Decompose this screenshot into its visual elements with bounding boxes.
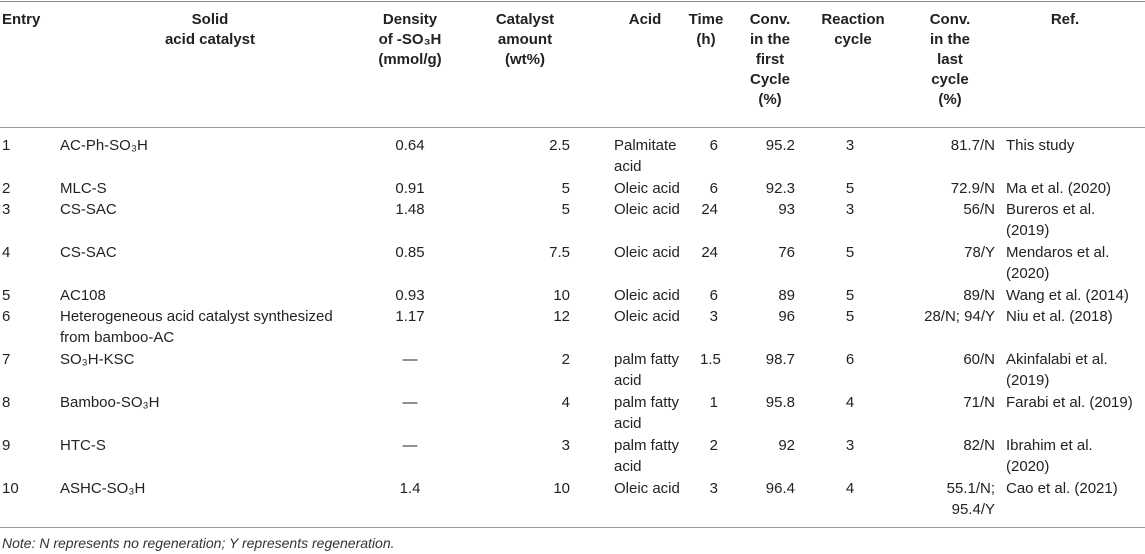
cell-conv-last: 55.1/N; 95.4/Y: [946, 480, 995, 518]
cell-density: 1.4: [399, 480, 421, 497]
cell-conv-last: 81.7/N: [950, 137, 995, 154]
cell-time: 1: [709, 394, 718, 411]
cell-amount: 10: [553, 480, 570, 497]
cell-catalyst: HTC-S: [60, 437, 106, 454]
cell-ref: Ibrahim et al. (2020): [1006, 437, 1093, 475]
cell-entry: 8: [2, 394, 11, 411]
table-footnote: Note: N represents no regeneration; Y represents regeneration.: [2, 535, 395, 551]
table-bottom-rule: [0, 527, 1145, 528]
cell-cycle: 3: [845, 201, 855, 218]
cell-amount: 5: [561, 201, 570, 218]
header-density: Density of -SO₃H (mmol/g): [378, 11, 442, 68]
cell-entry: 9: [2, 437, 11, 454]
cell-time: 6: [709, 287, 718, 304]
cell-conv-last: 71/N: [963, 394, 995, 411]
cell-cycle: 6: [845, 351, 855, 368]
cell-time: 24: [701, 244, 718, 261]
cell-cycle: 3: [845, 137, 855, 154]
cell-time: 6: [709, 180, 718, 197]
cell-cycle: 5: [845, 287, 855, 304]
cell-amount: 2: [561, 351, 570, 368]
cell-conv-first: 92.3: [765, 180, 795, 197]
cell-cycle: 5: [845, 244, 855, 261]
cell-conv-last: 82/N: [963, 437, 995, 454]
cell-density: —: [402, 437, 418, 454]
header-catalyst: Solid acid catalyst: [164, 11, 256, 48]
header-time: Time (h): [688, 11, 724, 48]
cell-conv-first: 98.7: [765, 351, 795, 368]
cell-conv-last: 72.9/N: [950, 180, 995, 197]
cell-ref: Wang et al. (2014): [1006, 287, 1129, 304]
cell-acid: Oleic acid: [614, 480, 680, 497]
cell-acid: Oleic acid: [614, 201, 680, 218]
cell-amount: 12: [553, 308, 570, 325]
cell-time: 24: [701, 201, 718, 218]
cell-acid: Palmitate acid: [614, 137, 677, 175]
cell-time: 3: [709, 308, 718, 325]
cell-density: 0.85: [395, 244, 425, 261]
cell-density: 1.17: [395, 308, 425, 325]
header-acid: Acid: [628, 11, 662, 28]
cell-density: 0.91: [395, 180, 425, 197]
header-conv-first: Conv. in the first Cycle (%): [749, 11, 791, 108]
table-top-rule: [0, 1, 1145, 2]
cell-catalyst: ASHC-SO₃H: [60, 480, 146, 497]
cell-conv-first: 92: [778, 437, 795, 454]
cell-acid: Oleic acid: [614, 308, 680, 325]
cell-amount: 7.5: [549, 244, 570, 261]
cell-acid: palm fatty acid: [614, 394, 680, 432]
cell-amount: 3: [561, 437, 570, 454]
cell-entry: 10: [2, 480, 19, 497]
cell-acid: palm fatty acid: [614, 437, 680, 475]
cell-catalyst: Bamboo-SO₃H: [60, 394, 160, 411]
header-entry: Entry: [2, 11, 41, 28]
cell-conv-last: 60/N: [963, 351, 995, 368]
cell-density: —: [402, 351, 418, 368]
cell-density: —: [402, 394, 418, 411]
cell-density: 0.93: [395, 287, 425, 304]
cell-conv-last: 28/N; 94/Y: [924, 308, 995, 325]
header-amount: Catalyst amount (wt%): [495, 11, 555, 68]
cell-conv-last: 78/Y: [964, 244, 995, 261]
cell-entry: 1: [2, 137, 11, 154]
cell-conv-first: 89: [778, 287, 795, 304]
cell-conv-last: 56/N: [963, 201, 995, 218]
cell-cycle: 4: [845, 394, 855, 411]
cell-ref: Bureros et al. (2019): [1006, 201, 1096, 239]
cell-cycle: 4: [845, 480, 855, 497]
cell-cycle: 3: [845, 437, 855, 454]
cell-ref: Mendaros et al. (2020): [1006, 244, 1110, 282]
cell-catalyst: SO₃H-KSC: [60, 351, 135, 368]
cell-catalyst: AC108: [60, 287, 106, 304]
cell-acid: Oleic acid: [614, 244, 680, 261]
cell-entry: 7: [2, 351, 11, 368]
cell-density: 0.64: [395, 137, 425, 154]
cell-entry: 4: [2, 244, 11, 261]
cell-acid: Oleic acid: [614, 287, 680, 304]
cell-catalyst: CS-SAC: [60, 201, 117, 218]
cell-entry: 2: [2, 180, 11, 197]
cell-acid: Oleic acid: [614, 180, 680, 197]
cell-time: 1.5: [700, 351, 721, 368]
cell-amount: 2.5: [549, 137, 570, 154]
cell-catalyst: MLC-S: [60, 180, 107, 197]
cell-ref: Akinfalabi et al. (2019): [1006, 351, 1108, 389]
cell-amount: 10: [553, 287, 570, 304]
cell-time: 3: [709, 480, 718, 497]
cell-catalyst: Heterogeneous acid catalyst synthesized from bamboo-AC: [60, 308, 333, 346]
cell-conv-first: 93: [778, 201, 795, 218]
cell-conv-first: 95.8: [765, 394, 795, 411]
cell-amount: 4: [561, 394, 570, 411]
header-cycle: Reaction cycle: [821, 11, 885, 48]
cell-time: 2: [709, 437, 718, 454]
cell-ref: Cao et al. (2021): [1006, 480, 1118, 497]
cell-density: 1.48: [395, 201, 425, 218]
cell-entry: 3: [2, 201, 11, 218]
cell-time: 6: [709, 137, 718, 154]
cell-ref: Niu et al. (2018): [1006, 308, 1113, 325]
cell-acid: palm fatty acid: [614, 351, 680, 389]
cell-ref: Ma et al. (2020): [1006, 180, 1112, 197]
header-rule: [0, 127, 1145, 128]
header-conv-last: Conv. in the last cycle (%): [929, 11, 971, 108]
cell-conv-last: 89/N: [963, 287, 995, 304]
cell-entry: 6: [2, 308, 11, 325]
cell-conv-first: 96.4: [765, 480, 795, 497]
cell-amount: 5: [561, 180, 570, 197]
header-ref: Ref.: [1050, 11, 1080, 28]
cell-cycle: 5: [845, 180, 855, 197]
cell-catalyst: CS-SAC: [60, 244, 117, 261]
cell-conv-first: 76: [778, 244, 795, 261]
cell-conv-first: 96: [778, 308, 795, 325]
cell-catalyst: AC-Ph-SO₃H: [60, 137, 148, 154]
cell-conv-first: 95.2: [765, 137, 795, 154]
cell-ref: Farabi et al. (2019): [1006, 394, 1133, 411]
cell-ref: This study: [1006, 137, 1075, 154]
cell-entry: 5: [2, 287, 11, 304]
cell-cycle: 5: [845, 308, 855, 325]
